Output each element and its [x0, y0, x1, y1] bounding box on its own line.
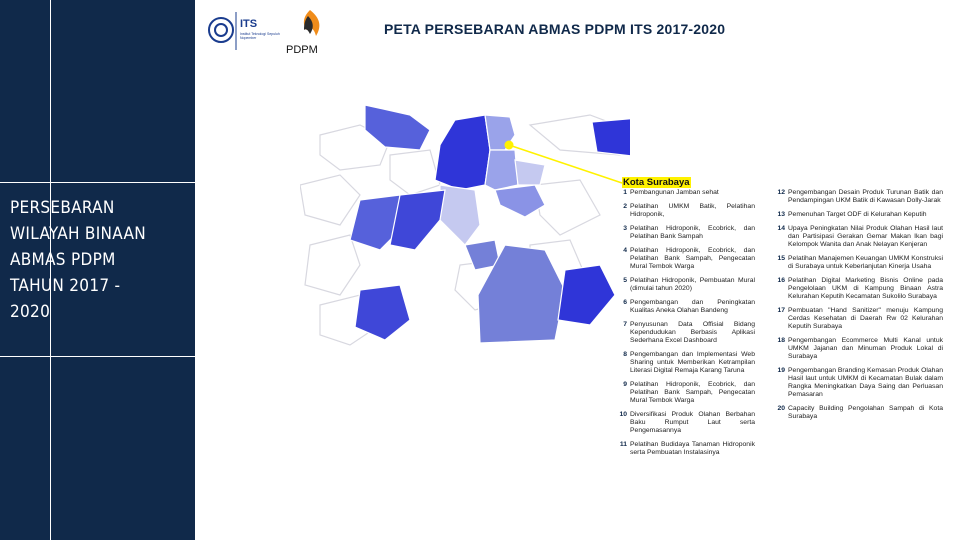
sidebar-divider: [195, 0, 196, 540]
program-item: [775, 367, 943, 399]
program-text: Pemenuhan Target ODF di Kelurahan Keputih: [788, 211, 927, 218]
page-title: PETA PERSEBARAN ABMAS PDPM ITS 2017-2020: [384, 21, 726, 37]
pdpm-logo-text: PDPM: [286, 44, 318, 56]
region-shaded: [592, 117, 630, 157]
region-shaded: [495, 185, 545, 217]
program-number: 8: [623, 351, 627, 358]
its-logo: [206, 8, 278, 54]
program-item: [775, 277, 943, 301]
program-number: 12: [777, 189, 785, 196]
program-text: Pelatihan Digital Marketing Bisnis Online pada Pengelolaan UKM di Kampung Binaan Astra Kelurahan Keputih Kecamatan Sukolilo Surabaya: [788, 277, 943, 300]
program-text: Pembuatan "Hand Sanitizer" menuju Kampung Cerdas Kesehatan di Daerah Rw 02 Kelurahan Keputih Surabaya: [788, 307, 943, 330]
sidebar-divider: [0, 182, 196, 183]
program-number: 16: [777, 277, 785, 284]
region-shaded: [485, 150, 518, 190]
program-text: Pelatihan Hidroponik, Ecobrick, dan Pelatihan Bank Sampah, Pengecatan Mural Tembok Warga: [630, 381, 755, 404]
logo-area: [206, 8, 346, 54]
program-number: 3: [623, 225, 627, 232]
program-item: [617, 225, 755, 241]
program-item: [617, 381, 755, 405]
program-item: [775, 405, 943, 421]
program-item: [617, 441, 755, 457]
program-item: [617, 189, 755, 197]
program-text: Pengembangan dan Implementasi Web Sharing untuk Memberikan Ketrampilan Literasi Digital Remaja Karang Taruna: [630, 351, 755, 374]
program-list-left: [617, 189, 755, 463]
program-number: 15: [777, 255, 785, 262]
region-shaded: [558, 265, 615, 325]
program-item: [617, 277, 755, 293]
program-text: Pengembangan Desain Produk Turunan Batik dan Pendampingan UKM Batik di Kawasan Dolly-Jarak: [788, 189, 943, 204]
program-number: 2: [623, 203, 627, 210]
program-item: [775, 211, 943, 219]
kota-surabaya-label: Kota Surabaya: [623, 177, 690, 188]
program-item: [617, 247, 755, 271]
program-text: Pengembangan Ecommerce Multi Kanal untuk UMKM Jajanan dan Minuman Produk Lokal di Surabaya: [788, 337, 943, 360]
its-logo-text: ITS: [240, 18, 258, 30]
program-item: [617, 411, 755, 435]
region-outline: [390, 150, 440, 195]
program-item: [617, 351, 755, 375]
region-outline: [300, 175, 360, 225]
program-text: Pelatihan Hidroponik, Ecobrick, dan Pelatihan Bank Sampah: [630, 225, 755, 240]
program-text: Pelatihan Hidroponik, Ecobrick, dan Pelatihan Bank Sampah, Pengecatan Mural Tembok Warga: [630, 247, 755, 270]
program-number: 9: [623, 381, 627, 388]
program-number: 11: [619, 441, 627, 448]
program-number: 19: [777, 367, 785, 374]
program-number: 20: [777, 405, 785, 412]
program-number: 13: [777, 211, 785, 218]
sidebar-divider: [0, 356, 196, 357]
program-item: [617, 321, 755, 345]
program-text: Diversifikasi Produk Olahan Berbahan Baku Rumput Laut serta Pengemasannya: [630, 411, 755, 434]
program-text: Pengembangan Branding Kemasan Produk Olahan Hasil laut untuk UMKM di Kecamatan Bulak dalam Rangka Meningkatkan Daya Saing dan Perluasan Pemasaran: [788, 367, 943, 398]
program-text: Pelatihan Manajemen Keuangan UMKM Konstruksi di Surabaya untuk Keberlanjutan Kinerja Usaha: [788, 255, 943, 270]
program-list-right: [775, 189, 943, 427]
region-shaded: [440, 185, 480, 245]
program-number: 14: [777, 225, 785, 232]
program-item: [775, 225, 943, 249]
program-item: [775, 307, 943, 331]
program-number: 4: [623, 247, 627, 254]
program-text: Penyusunan Data Offisial Bidang Kependudukan Berbasis Aplikasi Sederhana Excel Dashboard: [630, 321, 755, 344]
region-outline: [535, 180, 600, 235]
program-number: 6: [623, 299, 627, 306]
program-item: [775, 255, 943, 271]
program-text: Pelatihan UMKM Batik, Pelatihan Hidroponik,: [630, 203, 755, 218]
program-text: Pelatihan Budidaya Tanaman Hidroponik serta Pembuatan Instalasinya: [630, 441, 755, 456]
program-text: Pengembangan dan Peningkatan Kualitas Aneka Olahan Bandeng: [630, 299, 755, 314]
its-logo-subtitle: Institut Teknologi Sepuluh Nopember: [240, 32, 280, 40]
region-shaded: [515, 160, 545, 185]
region-shaded: [485, 115, 515, 150]
program-number: 10: [619, 411, 627, 418]
program-number: 1: [623, 189, 627, 196]
program-item: [775, 189, 943, 205]
program-item: [775, 337, 943, 361]
region-outline: [305, 235, 360, 295]
program-number: 17: [777, 307, 785, 314]
region-shaded: [435, 115, 490, 190]
program-number: 18: [777, 337, 785, 344]
program-text: Capacity Building Pengolahan Sampah di Kota Surabaya: [788, 405, 943, 420]
east-java-map: [300, 95, 630, 355]
sidebar: [0, 0, 196, 540]
program-item: [617, 299, 755, 315]
program-text: Pembangunan Jamban sehat: [630, 189, 719, 196]
program-item: [617, 203, 755, 219]
program-number: 7: [623, 321, 627, 328]
program-text: Upaya Peningkatan Nilai Produk Olahan Hasil laut dan Partisipasi Gerakan Gemar Makan Ikan bagi Kelompok Wanita dan Anak Nelayan Kenjeran: [788, 225, 943, 248]
program-number: 5: [623, 277, 627, 284]
program-text: Pelatihan Hidroponik, Pembuatan Mural (dimulai tahun 2020): [630, 277, 755, 292]
sidebar-title: PERSEBARAN WILAYAH BINAAN ABMAS PDPM TAHUN 2017 - 2020: [10, 198, 146, 322]
